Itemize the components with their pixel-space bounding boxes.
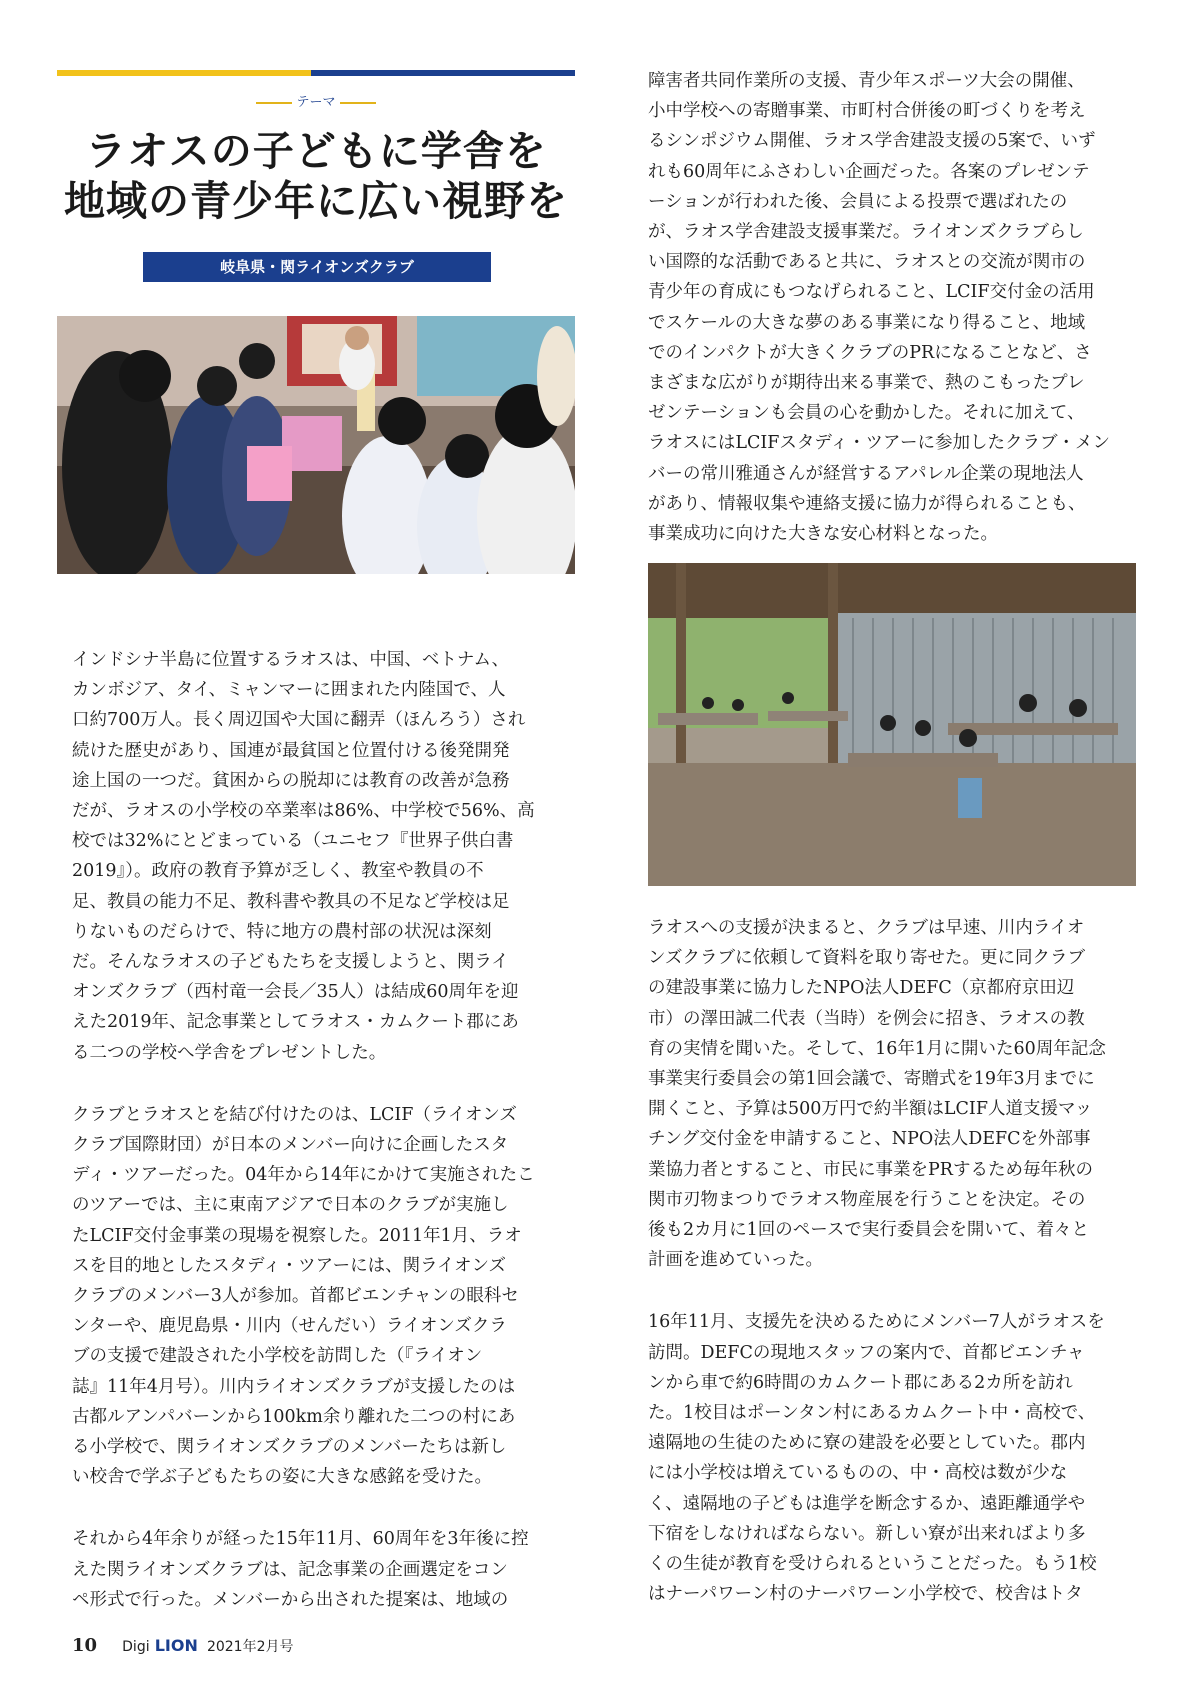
- issue-date: 2021年2月号: [206, 1639, 294, 1655]
- text-line: 業協力者とすること、市民に事業をPRするため毎年秋の: [648, 1159, 1093, 1180]
- text-line: 下宿をしなければならない。新しい寮が出来ればより多: [648, 1523, 1086, 1544]
- text-line: 後も2カ月に1回のペースで実行委員会を開いて、着々と: [648, 1220, 1090, 1241]
- theme-rule-right: [340, 102, 376, 104]
- title-line-2: 地域の青少年に広い視野を: [64, 177, 568, 225]
- text-line: 口約700万人。長く周辺国や大国に翻弄（ほんろう）され: [72, 710, 526, 731]
- magazine-name: LION: [154, 1636, 198, 1655]
- text-line: えた関ライオンズクラブは、記念事業の企画選定をコン: [72, 1559, 508, 1580]
- text-line: でスケールの大きな夢のある事業になり得ること、地域: [648, 312, 1086, 333]
- header-color-bar: [57, 70, 575, 76]
- text-line: 障害者共同作業所の支援、青少年スポーツ大会の開催、: [648, 71, 1085, 91]
- text-line: が、ラオス学舎建設支援事業だ。ライオンズクラブらし: [648, 222, 1084, 243]
- club-name-banner: 岐阜県・関ライオンズクラブ: [143, 252, 491, 282]
- text-line: まざまな広がりが期待出来る事業で、熱のこもったプレ: [648, 373, 1085, 394]
- text-line: 足、教員の能力不足、教科書や教具の不足など学校は足: [72, 891, 510, 912]
- text-line: があり、情報収集や連絡支援に協力が得られることも、: [648, 493, 1086, 514]
- text-line: く、遠隔地の子どもは進学を断念するか、遠距離通学や: [648, 1493, 1086, 1514]
- text-line: る小学校で、関ライオンズクラブのメンバーたちは新し: [72, 1437, 507, 1458]
- text-line: 事業実行委員会の第1回会議で、寄贈式を19年3月までに: [648, 1069, 1095, 1090]
- text-line: 続けた歴史があり、国連が最貧国と位置付ける後発開発: [72, 740, 510, 761]
- blue-bar-segment: [311, 70, 575, 76]
- text-line: ンズクラブに依頼して資料を取り寄せた。更に同クラブ: [648, 948, 1085, 969]
- body-column-right-top: [648, 66, 1140, 549]
- text-line: 遠隔地の生徒のために寮の建設を必要としていた。郡内: [648, 1433, 1086, 1454]
- text-line: の建設事業に協力したNPO法人DEFC（京都府京田辺: [648, 978, 1075, 999]
- body-column-left: [72, 645, 572, 1615]
- text-line: には小学校は増えているものの、中・高校は数が少な: [648, 1463, 1068, 1484]
- text-line: だ。そんなラオスの子どもたちを支援しようと、関ライ: [72, 952, 509, 973]
- text-line: ンターや、鹿児島県・川内（せんだい）ライオンズクラ: [72, 1316, 507, 1337]
- text-line: 計画を進めていった。: [648, 1250, 823, 1271]
- text-line: クラブ国際財団）が日本のメンバー向けに企画したスタ: [72, 1135, 509, 1156]
- text-line: インドシナ半島に位置するラオスは、中国、ベトナム、: [72, 650, 509, 670]
- text-line: クラブとラオスとを結び付けたのは、LCIF（ライオンズ: [72, 1104, 517, 1125]
- photo-classroom-with-tin-walls: [648, 563, 1136, 886]
- text-line: 誌』11年4月号）。川内ライオンズクラブが支援したのは: [72, 1376, 516, 1397]
- page-footer: [72, 1635, 293, 1656]
- text-line: たLCIF交付金事業の現場を視察した。2011年1月、ラオ: [72, 1225, 522, 1246]
- text-line: チング交付金を申請すること、NPO法人DEFCを外部事: [648, 1129, 1091, 1150]
- text-line: ブの支援で建設された小学校を訪問した（『ライオン: [72, 1346, 483, 1367]
- magazine-prefix: Digi: [122, 1639, 150, 1655]
- text-line: だが、ラオスの小学校の卒業率は86%、中学校で56%、高: [72, 801, 535, 822]
- text-line: りないものだらけで、特に地方の農村部の状況は深刻: [72, 921, 492, 942]
- article-title: [57, 126, 575, 226]
- text-line: 16年11月、支援先を決めるためにメンバー7人がラオスを: [648, 1312, 1105, 1333]
- body-column-right-bottom: [648, 913, 1140, 1609]
- text-line: 開くこと、予算は500万円で約半額はLCIF人道支援マッ: [648, 1099, 1093, 1120]
- theme-label: [57, 91, 575, 110]
- yellow-bar-segment: [57, 70, 311, 76]
- text-line: ラオスにはLCIFスタディ・ツアーに参加したクラブ・メン: [648, 433, 1110, 454]
- text-line: ーションが行われた後、会員による投票で選ばれたの: [648, 191, 1068, 212]
- text-line: 事業成功に向けた大きな安心材料となった。: [648, 524, 998, 545]
- text-line: 青少年の育成にもつなげられること、LCIF交付金の活用: [648, 282, 1095, 303]
- text-line: る二つの学校へ学舎をプレゼントした。: [72, 1042, 387, 1063]
- text-line: 関市刃物まつりでラオス物産展を行うことを決定。その: [648, 1189, 1086, 1210]
- text-line: バーの常川雅通さんが経営するアパレル企業の現地法人: [648, 463, 1084, 484]
- text-line: オンズクラブ（西村竜一会長／35人）は結成60周年を迎: [72, 982, 519, 1003]
- title-line-1: ラオスの子どもに学舎を: [85, 127, 547, 175]
- text-line: クラブのメンバー3人が参加。首都ビエンチャンの眼科セ: [72, 1286, 519, 1307]
- text-line: えた2019年、記念事業としてラオス・カムクート郡にあ: [72, 1012, 519, 1033]
- text-line: でのインパクトが大きくクラブのPRになることなど、さ: [648, 342, 1092, 363]
- theme-rule-left: [256, 102, 292, 104]
- page-number: 10: [72, 1635, 98, 1656]
- text-line: るシンポジウム開催、ラオス学舎建設支援の5案で、いず: [648, 131, 1096, 152]
- text-line: い校舎で学ぶ子どもたちの姿に大きな感銘を受けた。: [72, 1467, 492, 1488]
- text-line: 訪問。DEFCの現地スタッフの案内で、首都ビエンチャ: [648, 1342, 1085, 1363]
- text-line: ディ・ツアーだった。04年から14年にかけて実施されたこ: [72, 1165, 535, 1186]
- text-line: 途上国の一つだ。貧困からの脱却には教育の改善が急務: [72, 770, 510, 791]
- text-line: はナーパワーン村のナーパワーン小学校で、校舎はトタ: [648, 1584, 1083, 1605]
- text-line: それから4年余りが経った15年11月、60周年を3年後に控: [72, 1529, 529, 1550]
- text-line: ンから車で約6時間のカムクート郡にある2カ所を訪れ: [648, 1372, 1073, 1393]
- text-line: 市）の澤田誠二代表（当時）を例会に招き、ラオスの教: [648, 1008, 1085, 1029]
- text-line: 小中学校への寄贈事業、市町村合併後の町づくりを考え: [648, 101, 1086, 122]
- text-line: のツアーでは、主に東南アジアで日本のクラブが実施し: [72, 1195, 509, 1216]
- text-line: カンボジア、タイ、ミャンマーに囲まれた内陸国で、人: [72, 680, 506, 701]
- text-line: い国際的な活動であると共に、ラオスとの交流が関市の: [648, 252, 1086, 273]
- text-line: 2019』）。政府の教育予算が乏しく、教室や教員の不: [72, 861, 484, 882]
- text-line: た。1校目はポーンタン村にあるカムクート中・高校で、: [648, 1403, 1096, 1424]
- theme-text: テーマ: [296, 95, 336, 110]
- photo-children-receiving-gifts: [57, 316, 575, 574]
- text-line: 校では32%にとどまっている（ユニセフ『世界子供白書: [72, 831, 514, 852]
- text-line: ペ形式で行った。メンバーから出された提案は、地域の: [72, 1589, 509, 1610]
- text-line: ラオスへの支援が決まると、クラブは早速、川内ライオ: [648, 918, 1085, 938]
- text-line: れも60周年にふさわしい企画だった。各案のプレゼンテ: [648, 161, 1090, 182]
- text-line: スを目的地としたスタディ・ツアーには、関ライオンズ: [72, 1255, 506, 1276]
- text-line: くの生徒が教育を受けられるということだった。もう1校: [648, 1554, 1097, 1575]
- text-line: 古都ルアンパバーンから100km余り離れた二つの村にあ: [72, 1406, 516, 1427]
- text-line: ゼンテーションも会員の心を動かした。それに加えて、: [648, 403, 1085, 424]
- text-line: 育の実情を聞いた。そして、16年1月に開いた60周年記念: [648, 1038, 1106, 1059]
